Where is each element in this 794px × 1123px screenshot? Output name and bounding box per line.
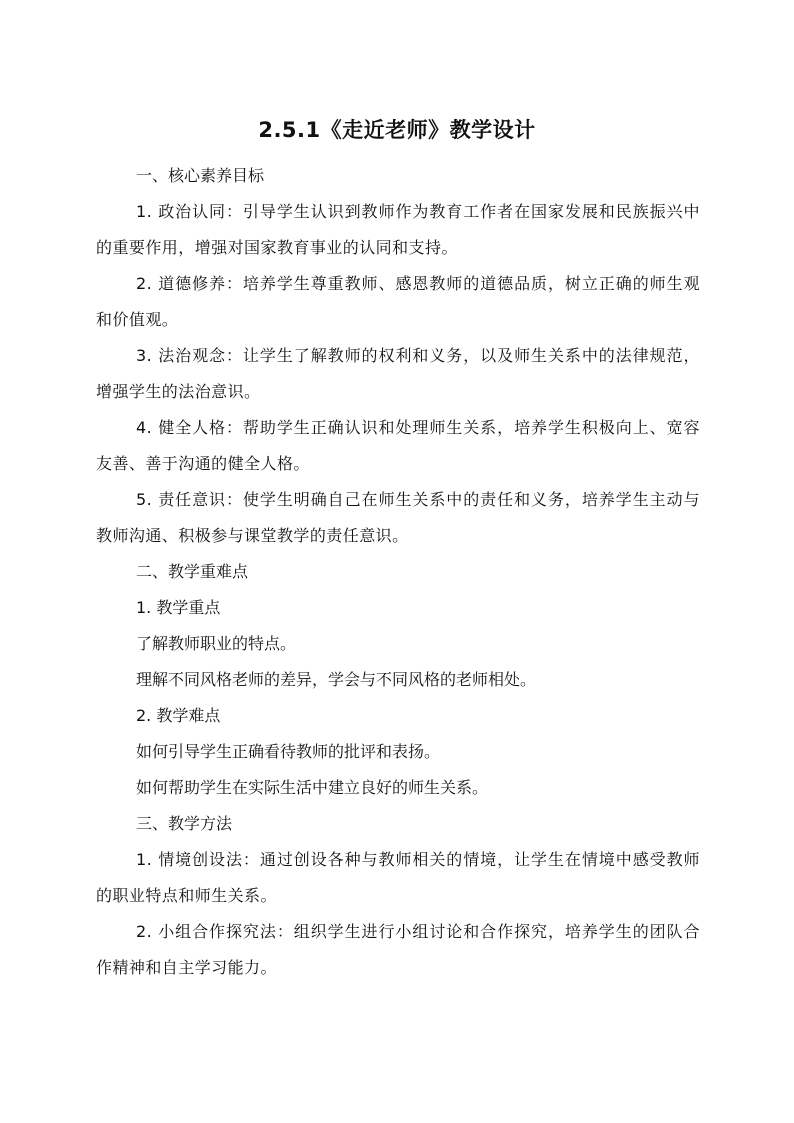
goal-political-identity: 1. 政治认同：引导学生认识到教师作为教育工作者在国家发展和民族振兴中的重要作用，增强对国家教育事业的认同和支持。: [96, 202, 700, 257]
subheading-teaching-difficulty: 2. 教学难点: [136, 706, 221, 725]
goal-moral-cultivation: 2. 道德修养：培养学生尊重教师、感恩教师的道德品质，树立正确的师生观和价值观。: [96, 274, 700, 329]
goal-rule-of-law: 3. 法治观念：让学生了解教师的权利和义务，以及师生关系中的法律规范，增强学生的法治意识。: [96, 346, 700, 401]
document-body: [96, 158, 700, 986]
goal-responsibility: 5. 责任意识：使学生明确自己在师生关系中的责任和义务，培养学生主动与教师沟通、积极参与课堂教学的责任意识。: [96, 490, 700, 545]
goal-sound-personality: 4. 健全人格：帮助学生正确认识和处理师生关系，培养学生积极向上、宽容友善、善于沟通的健全人格。: [96, 418, 700, 473]
section-heading-key-points: 二、教学重难点: [136, 562, 249, 581]
document-title: 2.5.1《走近老师》教学设计: [258, 118, 536, 142]
method-scenario: 1. 情境创设法：通过创设各种与教师相关的情境，让学生在情境中感受教师的职业特点和师生关系。: [96, 850, 700, 905]
subheading-teaching-focus: 1. 教学重点: [136, 598, 221, 617]
focus-line-1: 了解教师职业的特点。: [136, 634, 297, 653]
method-group-inquiry: 2. 小组合作探究法：组织学生进行小组讨论和合作探究，培养学生的团队合作精神和自主学习能力。: [96, 922, 700, 977]
focus-line-2: 理解不同风格老师的差异，学会与不同风格的老师相处。: [136, 670, 537, 689]
section-heading-core-goals: 一、核心素养目标: [136, 166, 265, 185]
difficulty-line-2: 如何帮助学生在实际生活中建立良好的师生关系。: [136, 778, 489, 797]
section-heading-methods: 三、教学方法: [136, 814, 233, 833]
difficulty-line-1: 如何引导学生正确看待教师的批评和表扬。: [136, 742, 441, 761]
